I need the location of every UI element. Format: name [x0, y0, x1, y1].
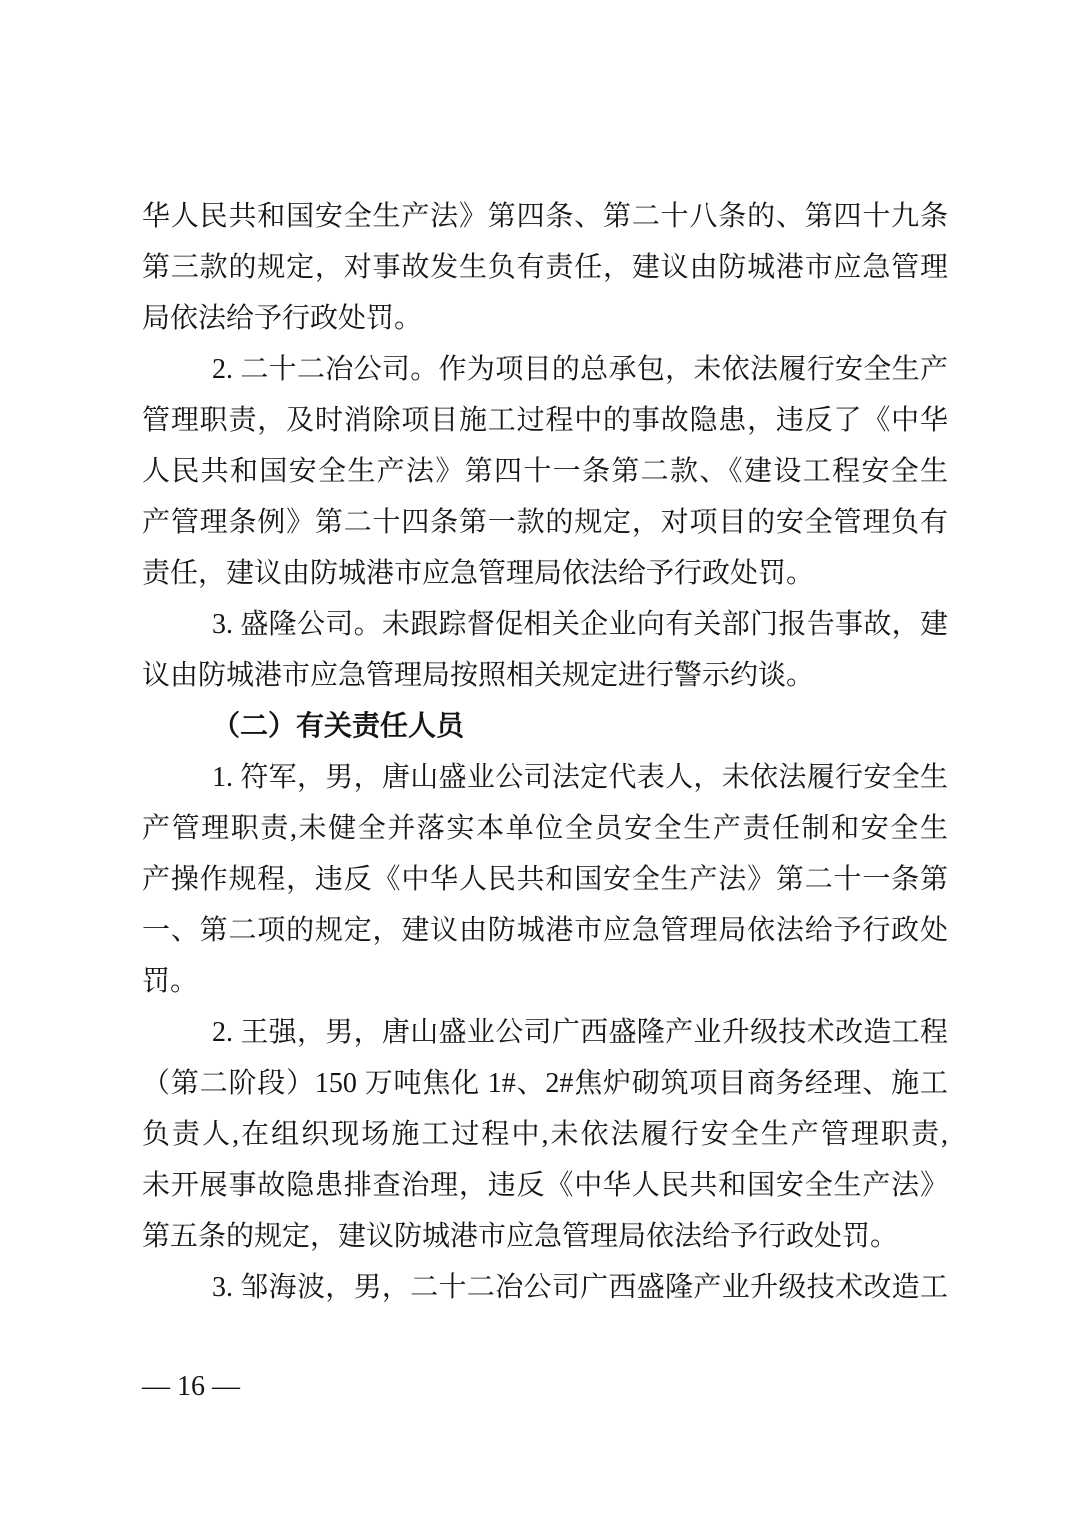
- page-number: — 16 —: [142, 1371, 240, 1402]
- text-line: 罚。: [142, 966, 199, 997]
- section-heading: （二）有关责任人员: [212, 711, 465, 742]
- text-line: （第二阶段）150 万吨焦化 1#、2#焦炉砌筑项目商务经理、施工: [142, 1068, 948, 1099]
- text-line: 负责人,在组织现场施工过程中,未依法履行安全生产管理职责,: [142, 1119, 948, 1150]
- text-line: 一、第二项的规定，建议由防城港市应急管理局依法给予行政处: [142, 915, 948, 946]
- text-line: 3. 邹海波，男，二十二冶公司广西盛隆产业升级技术改造工: [212, 1272, 948, 1303]
- text-line: 未开展事故隐患排查治理，违反《中华人民共和国安全生产法》: [142, 1170, 948, 1201]
- text-line: 责任，建议由防城港市应急管理局依法给予行政处罚。: [142, 558, 815, 589]
- text-line: 3. 盛隆公司。未跟踪督促相关企业向有关部门报告事故，建: [212, 609, 948, 640]
- text-line: 局依法给予行政处罚。: [142, 303, 423, 334]
- text-line: 产管理职责,未健全并落实本单位全员安全生产责任制和安全生: [142, 813, 948, 844]
- text-line: 1. 符军，男，唐山盛业公司法定代表人，未依法履行安全生: [212, 762, 948, 793]
- text-line: 第三款的规定，对事故发生负有责任，建议由防城港市应急管理: [142, 252, 948, 283]
- document-text-block: [142, 191, 948, 1313]
- text-line: 产管理条例》第二十四条第一款的规定，对项目的安全管理负有: [142, 507, 948, 538]
- text-line: 第五条的规定，建议防城港市应急管理局依法给予行政处罚。: [142, 1221, 899, 1252]
- text-line: 华人民共和国安全生产法》第四条、第二十八条的、第四十九条: [142, 201, 948, 232]
- text-line: 管理职责，及时消除项目施工过程中的事故隐患，违反了《中华: [142, 405, 948, 436]
- text-line: 2. 王强，男，唐山盛业公司广西盛隆产业升级技术改造工程: [212, 1017, 948, 1048]
- text-line: 2. 二十二冶公司。作为项目的总承包，未依法履行安全生产: [212, 354, 948, 385]
- text-line: 人民共和国安全生产法》第四十一条第二款、《建设工程安全生: [142, 456, 948, 487]
- text-line: 产操作规程，违反《中华人民共和国安全生产法》第二十一条第: [142, 864, 948, 895]
- text-line: 议由防城港市应急管理局按照相关规定进行警示约谈。: [142, 660, 815, 691]
